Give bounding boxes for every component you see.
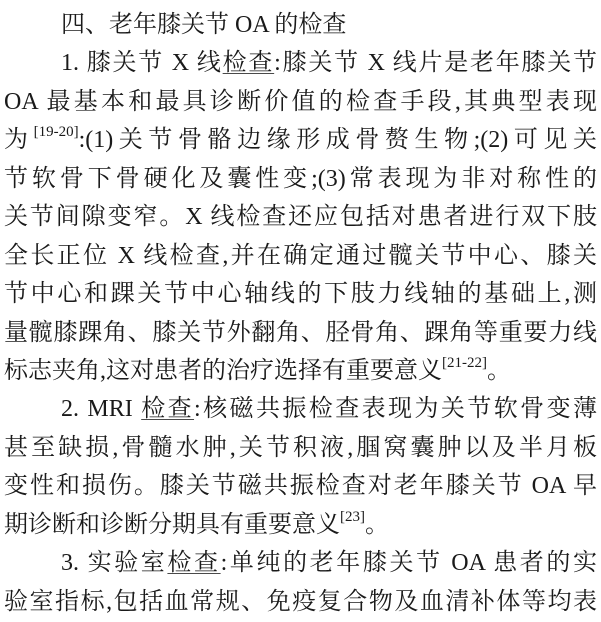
text-line <box>4 44 597 82</box>
text-segment: 1. 膝关节 X 线 <box>61 50 223 77</box>
text-segment: 全长正位 X 线检查,并在确定通过髋关节中心、膝关 <box>4 242 597 269</box>
underlined-term: 检查 <box>167 550 221 577</box>
underlined-term: 检查 <box>222 50 275 77</box>
text-line <box>4 544 597 582</box>
text-segment: :膝关节 X 线片是老年膝关节 <box>274 50 597 77</box>
text-segment: 变性和损伤。膝关节磁共振检查对老年膝关节 OA 早 <box>4 473 597 500</box>
text-segment: 为 <box>4 127 34 154</box>
text-segment: 量髋膝踝角、膝关节外翻角、胫骨角、踝角等重要力线 <box>4 319 597 346</box>
text-line <box>4 583 597 621</box>
text-segment: 节软骨下骨硬化及囊性变;(3)常表现为非对称性的 <box>4 165 597 192</box>
text-segment: :单纯的老年膝关节 OA 患者的实 <box>220 550 598 577</box>
text-segment: :(1)关节骨骼边缘形成骨赘生物;(2)可见关 <box>78 127 597 154</box>
text-segment: 2. MRI <box>61 396 142 423</box>
text-segment: 期诊断和诊断分期具有重要意义 <box>4 511 340 538</box>
text-line <box>4 121 597 159</box>
citation-superscript: [19-20] <box>33 124 79 141</box>
underlined-term: 检查 <box>141 396 195 423</box>
text-segment: 节中心和踝关节中心轴线的下肢力线轴的基础上,测 <box>4 281 597 308</box>
text-line <box>4 352 597 390</box>
text-line <box>4 506 597 544</box>
text-line <box>4 275 597 313</box>
text-line <box>4 83 597 121</box>
text-segment: 。 <box>487 357 511 384</box>
text-line <box>4 429 597 467</box>
citation-superscript: [23] <box>340 508 365 525</box>
text-segment: 四、老年膝关节 OA 的检查 <box>61 12 347 38</box>
citation-superscript: [21-22] <box>442 354 487 371</box>
section-heading <box>4 6 597 44</box>
text-line <box>4 237 597 275</box>
text-segment: :核磁共振检查表现为关节软骨变薄 <box>194 396 598 423</box>
text-segment: 标志夹角,这对患者的治疗选择有重要意义 <box>4 357 442 384</box>
text-line <box>4 390 597 428</box>
text-segment: 验室指标,包括血常规、免疫复合物及血清补体等均表 <box>4 588 597 615</box>
text-line <box>4 160 597 198</box>
text-segment: 3. 实验室 <box>61 550 168 577</box>
text-segment: 。 <box>365 511 389 538</box>
text-segment: OA 最基本和最具诊断价值的检查手段,其典型表现 <box>4 88 597 115</box>
text-segment: 甚至缺损,骨髓水肿,关节积液,腘窝囊肿以及半月板 <box>4 434 597 461</box>
text-line <box>4 314 597 352</box>
text-segment: 关节间隙变窄。X 线检查还应包括对患者进行双下肢 <box>4 204 597 231</box>
text-line <box>4 467 597 505</box>
text-line <box>4 198 597 236</box>
